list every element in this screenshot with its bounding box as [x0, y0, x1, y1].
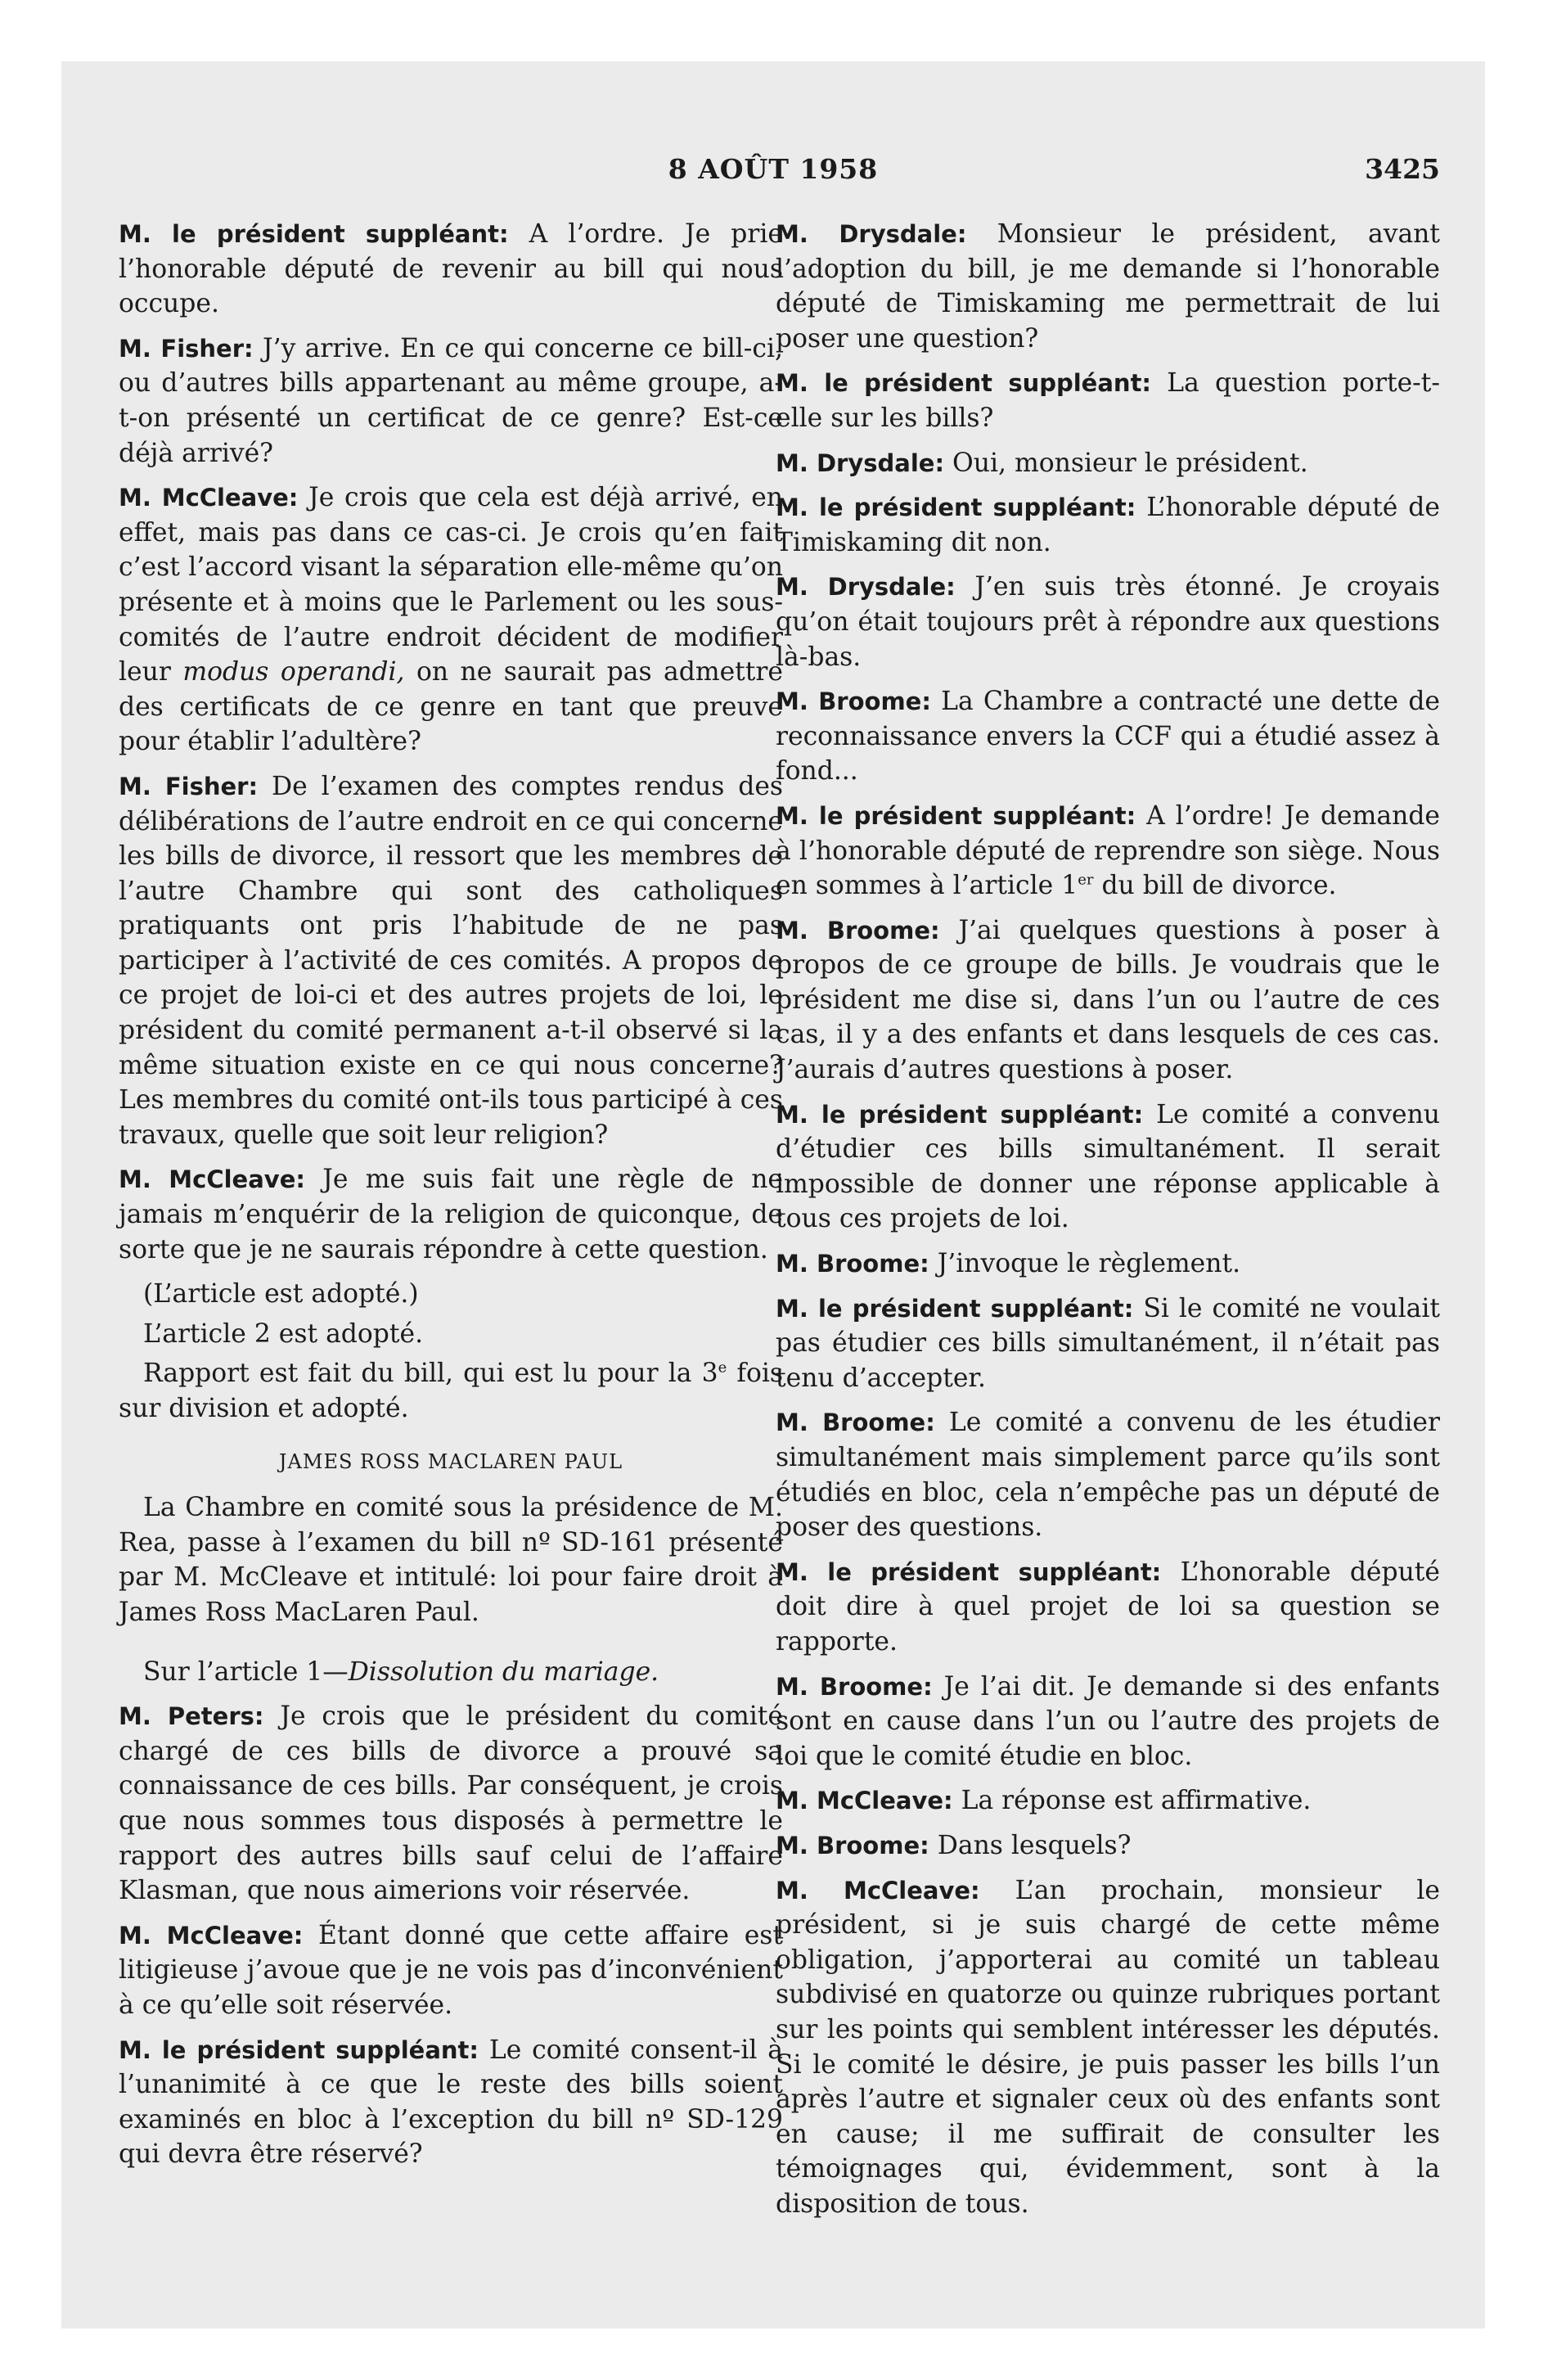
paragraph: M. Peters: Je crois que le président du comité chargé de ces bills de divorce a prouvé sa connaissance de ces bills. Par conséquent, je crois que nous sommes tous disposés à permettre le rapport des autres bills sauf celui de l’affaire Klasman, que nous aimerions voir réservée. [119, 1702, 783, 1906]
header-date: 8 AOÛT 1958 [668, 153, 879, 185]
paragraph: L’article 2 est adopté. [143, 1318, 424, 1349]
speaker: M. le président suppléant: [776, 801, 1136, 830]
paragraph: M. le président suppléant: A l’ordre! Je demande à l’honorable député de reprendre son siège. Nous en sommes à l’article 1er du bill de divorce. [776, 800, 1440, 901]
page-header [61, 153, 1485, 194]
paragraph: M. Broome: Le comité a convenu de les étudier simultanément mais simplement parce qu’ils sont étudiés en bloc, cela n’empêche pas un député de poser des questions. [776, 1408, 1440, 1543]
speaker: M. McCleave: [776, 1876, 980, 1904]
speaker: M. le président suppléant: [776, 1294, 1134, 1323]
speaker: M. Fisher: [119, 334, 254, 363]
speaker: M. Broome: [776, 1250, 929, 1278]
paragraph: Rapport est fait du bill, qui est lu pour la 3e fois sur division et adopté. [119, 1359, 783, 1423]
paragraph: M. Drysdale: Oui, monsieur le président. [776, 448, 1308, 478]
speaker: M. Peters: [119, 1702, 264, 1731]
paragraph: M. le président suppléant: Le comité consent-il à l’unanimité à ce que le reste des bills soient examinés en bloc à l’exception du bill nº SD-129 qui devra être réservé? [119, 2035, 783, 2170]
paragraph: M. Drysdale: J’en suis très étonné. Je croyais qu’on était toujours prêt à répondre aux questions là-bas. [776, 572, 1441, 672]
speaker: M. le président suppléant: [776, 1557, 1162, 1586]
paragraph: M. Broome: J’ai quelques questions à poser à propos de ce groupe de bills. Je voudrais que le président me dise si, dans l’un ou l’autre de ces cas, il y a des enfants et dans lesquels de ces cas. J’aurais d’autres questions à poser. [776, 915, 1440, 1085]
paragraph: M. le président suppléant: Si le comité ne voulait pas étudier ces bills simultanément, il n’était pas tenu d’accepter. [776, 1293, 1440, 1393]
paragraph: (L’article est adopté.) [143, 1279, 419, 1309]
paragraph: La Chambre en comité sous la présidence de M. Rea, passe à l’examen du bill nº SD-161 présenté par M. McCleave et intitulé: loi pour faire droit à James Ross MacLaren Paul. [119, 1493, 783, 1627]
paragraph: M. Broome: J’invoque le règlement. [776, 1249, 1241, 1279]
paragraph: M. McCleave: La réponse est affirmative. [776, 1786, 1312, 1816]
paragraph: M. le président suppléant: L’honorable député de Timiskaming dit non. [776, 493, 1440, 557]
paragraph: M. McCleave: Je crois que cela est déjà arrivé, en effet, mais pas dans ce cas-ci. Je crois qu’en fait c’est l’accord visant la séparation elle-même qu’on présente et à moins que le Parlement ou les sous-comités de l’autre endroit décident de modifier leur modus operandi, on ne saurait pas admettre des certificats de ce genre en tant que preuve pour établir l’adultère? [119, 483, 783, 757]
speaker: M. McCleave: [119, 484, 299, 512]
speaker: M. le président suppléant: [776, 1100, 1144, 1129]
page-number: 3425 [1365, 153, 1440, 185]
speaker: M. le président suppléant: [776, 494, 1136, 522]
paragraph: M. Broome: Dans lesquels? [776, 1830, 1132, 1860]
speaker: M. Drysdale: [776, 449, 945, 477]
paragraph: M. le président suppléant: A l’ordre. Je prie l’honorable député de revenir au bill qui nous occupe. [119, 219, 783, 319]
speaker: M. le président suppléant: [776, 369, 1152, 398]
paragraph: M. Broome: Je l’ai dit. Je demande si des enfants sont en cause dans l’un ou l’autre des projets de loi que le comité étudie en bloc. [776, 1671, 1440, 1771]
speaker: M. Drysdale: [776, 573, 956, 602]
paragraph: M. Fisher: De l’examen des comptes rendus des délibérations de l’autre endroit en ce qui concerne les bills de divorce, il ressort que les membres de l’autre Chambre qui sont des catholiques pratiquants ont pris l’habitude de ne pas participer à l’activité de ces comités. A propos de ce projet de loi-ci et des autres projets de loi, le président du comité permanent a-t-il observé si la même situation existe en ce qui nous concerne? Les membres du comité ont-ils tous participé à ces travaux, quelle que soit leur religion? [119, 771, 784, 1150]
paragraph: M. McCleave: Étant donné que cette affaire est litigieuse j’avoue que je ne vois pas d’inconvénient à ce qu’elle soit réservée. [119, 1920, 783, 2020]
speaker: M. Broome: [776, 1831, 929, 1859]
paragraph: Sur l’article 1—Dissolution du mariage. [143, 1657, 659, 1687]
speaker: M. Broome: [776, 916, 940, 944]
paragraph: M. Drysdale: Monsieur le président, avant l’adoption du bill, je me demande si l’honorable député de Timiskaming me permettrait de lui poser une question? [776, 219, 1440, 354]
speaker: M. Broome: [776, 1672, 933, 1701]
paragraph: M. le président suppléant: L’honorable député doit dire à quel projet de loi sa question se rapporte. [776, 1557, 1440, 1657]
speaker: M. le président suppléant: [119, 2035, 479, 2064]
speaker: M. McCleave: [119, 1921, 304, 1950]
document-page [61, 61, 1485, 2328]
right-column [776, 217, 1440, 2231]
paragraph: M. McCleave: L’an prochain, monsieur le président, si je suis chargé de cette même obligation, j’apporterai au comité un tableau subdivisé en quatorze ou quinze rubriques portant sur les points qui semblent intéresser les députés. Si le comité le désire, je puis passer les bills l’un après l’autre et signaler ceux où des enfants sont en cause; il me suffirait de consulter les témoignages qui, évidemment, sont à la disposition de tous. [776, 1875, 1440, 2219]
speaker: M. Broome: [776, 1409, 935, 1437]
speaker: M. McCleave: [119, 1165, 305, 1194]
section-heading: JAMES ROSS MACLAREN PAUL [278, 1449, 623, 1473]
speaker: M. McCleave: [776, 1787, 953, 1815]
paragraph: M. Broome: La Chambre a contracté une dette de reconnaissance envers la CCF qui a étudié assez à fond... [776, 687, 1440, 787]
paragraph: M. le président suppléant: La question porte-t-elle sur les bills? [776, 368, 1440, 433]
left-column [119, 217, 783, 2182]
speaker: M. Drysdale: [776, 220, 967, 248]
paragraph: M. le président suppléant: Le comité a convenu d’étudier ces bills simultanément. Il serait impossible de donner une réponse applicable à tous ces projets de loi. [776, 1099, 1440, 1234]
paragraph: M. McCleave: Je me suis fait une règle de ne jamais m’enquérir de la religion de quiconque, de sorte que je ne saurais répondre à cette question. [119, 1165, 784, 1264]
speaker: M. Broome: [776, 687, 931, 716]
paragraph: M. Fisher: J’y arrive. En ce qui concerne ce bill-ci, ou d’autres bills appartenant au même groupe, a-t-on présenté un certificat de ce genre? Est-ce déjà arrivé? [119, 333, 784, 468]
speaker: M. le président suppléant: [119, 220, 509, 248]
speaker: M. Fisher: [119, 772, 259, 800]
